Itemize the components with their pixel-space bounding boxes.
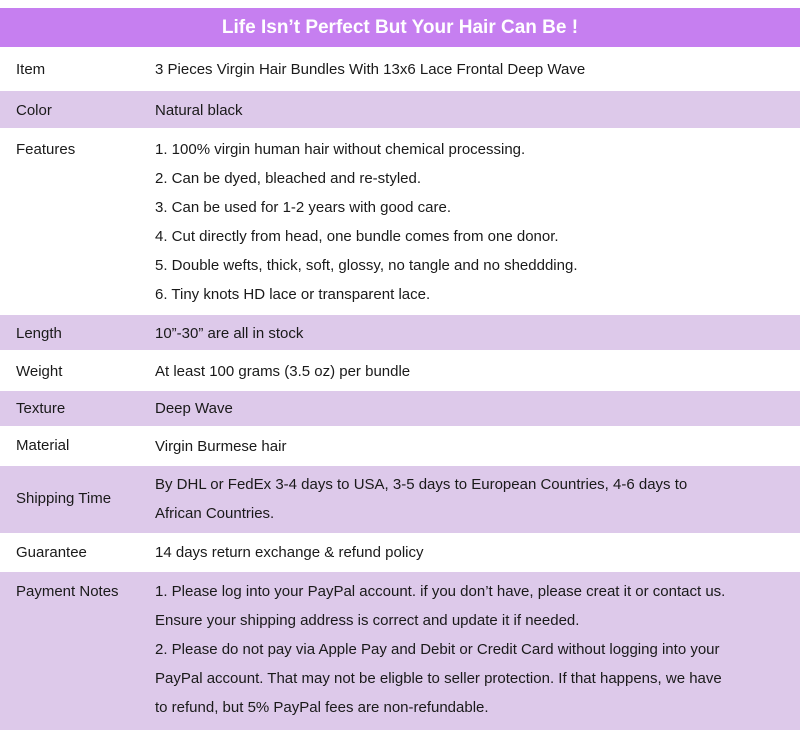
spec-row-color (0, 89, 800, 128)
value-line: 3 Pieces Virgin Hair Bundles With 13x6 Lace Frontal Deep Wave (155, 61, 586, 78)
payment-note-line: Ensure your shipping address is correct and update it if needed. (155, 612, 580, 629)
value-line: 14 days return exchange & refund policy (155, 544, 424, 561)
value-line: Natural black (155, 102, 243, 119)
payment-note-line: 2. Please do not pay via Apple Pay and Debit or Credit Card without logging into your (155, 641, 720, 658)
row-value-item (155, 55, 792, 84)
feature-line: 3. Can be used for 1-2 years with good care. (155, 199, 452, 216)
spec-row-features (0, 128, 800, 313)
spec-row-length (0, 313, 800, 350)
feature-line: 5. Double wefts, thick, soft, glossy, no tangle and no sheddding. (155, 257, 578, 274)
value-line: Virgin Burmese hair (155, 438, 287, 455)
row-value-color (155, 96, 792, 125)
row-label-guarantee: Guarantee (16, 544, 87, 561)
spec-row-item (0, 48, 800, 89)
row-label-color: Color (16, 102, 52, 119)
row-value-shipping-time (155, 470, 792, 528)
feature-line: 2. Can be dyed, bleached and re-styled. (155, 170, 422, 187)
feature-line: 6. Tiny knots HD lace or transparent lace. (155, 286, 431, 303)
feature-line: 4. Cut directly from head, one bundle comes from one donor. (155, 228, 559, 245)
payment-note-line: 1. Please log into your PayPal account. if you don’t have, please creat it or contact us. (155, 583, 726, 600)
spec-table (0, 48, 800, 730)
spec-row-payment-notes (0, 570, 800, 730)
payment-note-line: PayPal account. That may not be eligble to seller protection. If that happens, we have (155, 670, 722, 687)
row-value-length (155, 319, 792, 348)
payment-note-line: to refund, but 5% PayPal fees are non-refundable. (155, 699, 489, 716)
spec-row-shipping-time (0, 464, 800, 533)
row-label-length: Length (16, 325, 62, 342)
spec-row-guarantee (0, 533, 800, 570)
row-label-texture: Texture (16, 400, 66, 417)
row-label-material: Material (16, 437, 70, 454)
row-value-features (155, 135, 792, 309)
row-value-guarantee (155, 538, 792, 567)
shipping-line: African Countries. (155, 505, 275, 522)
row-label-features: Features (16, 141, 76, 158)
feature-line: 1. 100% virgin human hair without chemical processing. (155, 141, 526, 158)
spec-row-weight (0, 350, 800, 389)
row-label-payment-notes: Payment Notes (16, 583, 119, 600)
spec-row-texture (0, 389, 800, 426)
shipping-line: By DHL or FedEx 3-4 days to USA, 3-5 days to European Countries, 4-6 days to (155, 476, 688, 493)
row-value-payment-notes (155, 577, 792, 722)
row-label-item: Item (16, 61, 46, 78)
row-label-shipping-time: Shipping Time (16, 490, 112, 507)
value-line: 10”-30” are all in stock (155, 325, 304, 342)
banner-title: Life Isn’t Perfect But Your Hair Can Be ! (0, 8, 800, 47)
value-line: Deep Wave (155, 400, 233, 417)
row-label-weight: Weight (16, 363, 63, 380)
row-value-texture (155, 394, 792, 423)
value-line: At least 100 grams (3.5 oz) per bundle (155, 363, 411, 380)
row-value-weight (155, 357, 792, 386)
row-value-material (155, 432, 792, 461)
spec-row-material (0, 426, 800, 464)
